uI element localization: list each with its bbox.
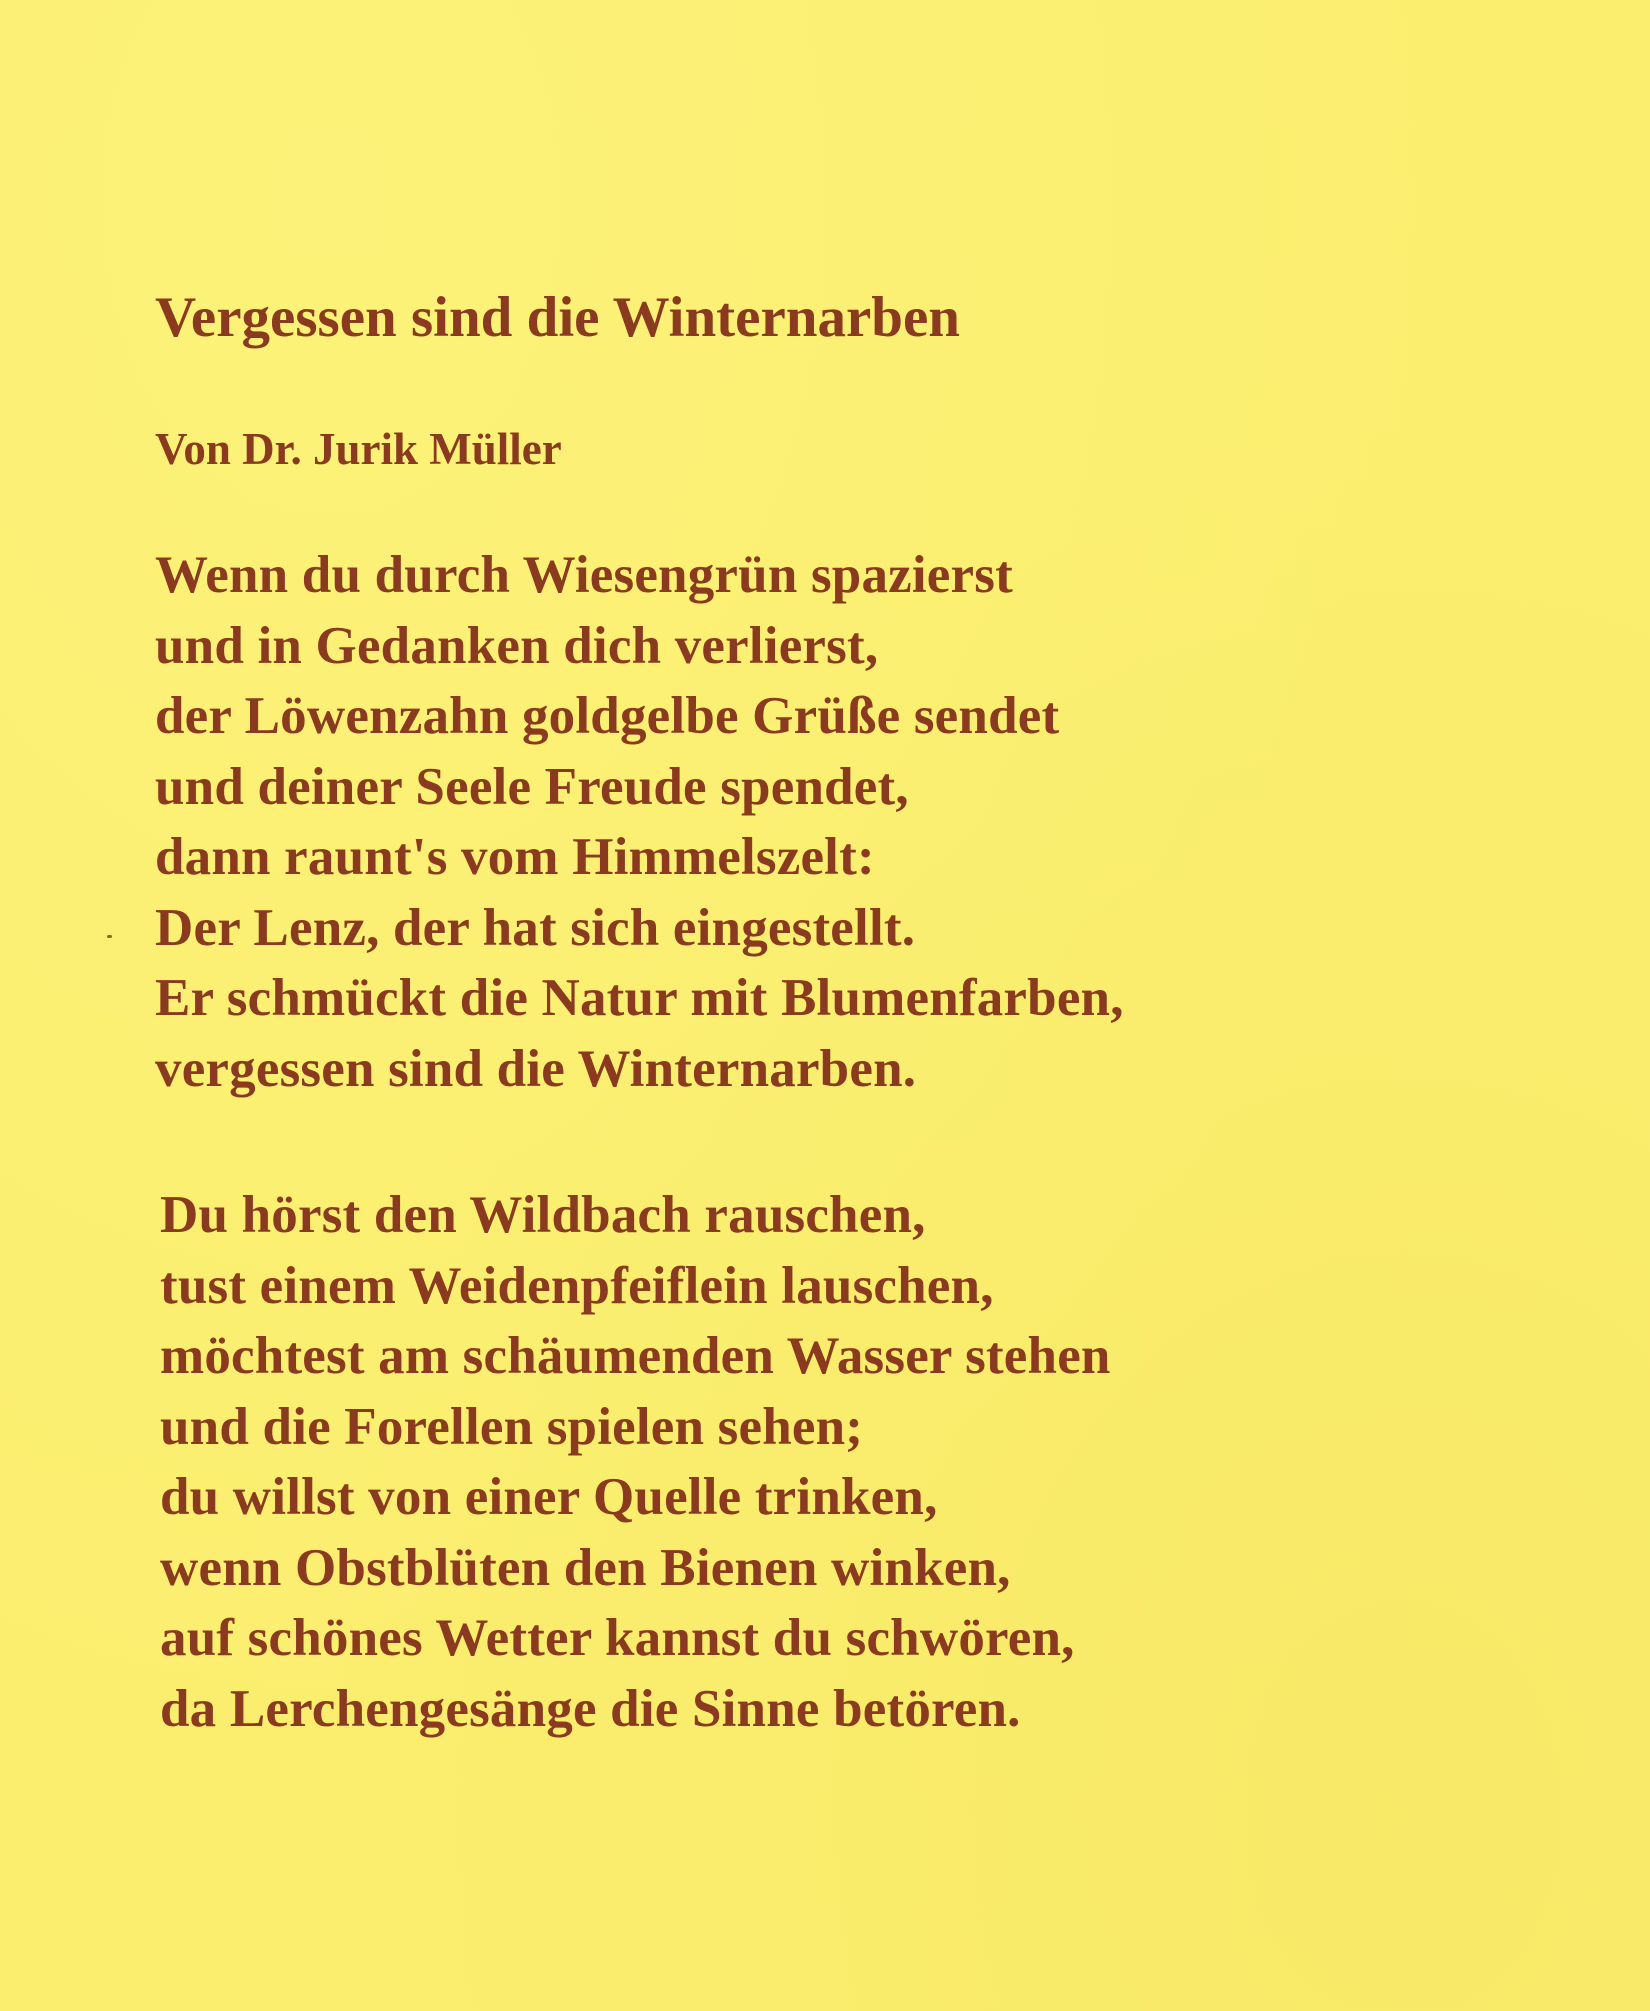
verse-line: da Lerchengesänge die Sinne betören. [160, 1679, 1021, 1738]
verse-line: und in Gedanken dich verlierst, [155, 616, 879, 675]
poem-author: Von Dr. Jurik Müller [155, 424, 562, 474]
verse-line: Du hörst den Wildbach rauschen, [160, 1186, 926, 1244]
poem-title: Vergessen sind die Winternarben [155, 286, 960, 349]
verse-line: du willst von einer Quelle trinken, [160, 1468, 938, 1526]
verse-line: Wenn du durch Wiesengrün spazierst [155, 546, 1013, 604]
verse-line: wenn Obstblüten den Bienen winken, [160, 1538, 1011, 1597]
verse-line: der Löwenzahn goldgelbe Grüße sendet [155, 687, 1060, 745]
ink-speck [107, 935, 112, 938]
verse-line: Der Lenz, der hat sich eingestellt. [155, 898, 916, 957]
stanza-1 [155, 540, 1124, 1104]
verse-line: Er schmückt die Natur mit Blumenfarben, [155, 969, 1124, 1027]
verse-line: auf schönes Wetter kannst du schwören, [160, 1609, 1075, 1667]
verse-line: und deiner Seele Freude spendet, [155, 757, 909, 816]
verse-line: tust einem Weidenpfeiflein lauschen, [160, 1256, 994, 1315]
stanza-2 [160, 1180, 1111, 1744]
verse-line: möchtest am schäumenden Wasser stehen [160, 1327, 1111, 1385]
verse-line: vergessen sind die Winternarben. [155, 1039, 917, 1098]
verse-line: und die Forellen spielen sehen; [160, 1397, 864, 1456]
verse-line: dann raunt's vom Himmelszelt: [155, 828, 875, 886]
